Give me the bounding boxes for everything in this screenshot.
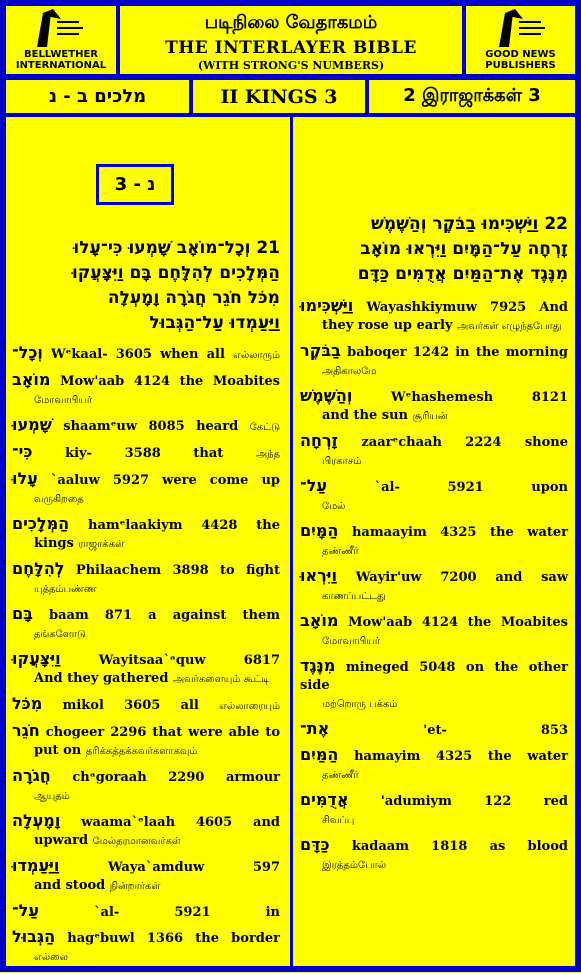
entry-continuation [12, 742, 280, 761]
entry-continuation [12, 832, 280, 851]
word-entry [12, 416, 280, 437]
entry-continuation [300, 407, 568, 426]
entry-line [300, 432, 568, 452]
tamil-gloss: எல்லாரும் [233, 350, 280, 361]
entry-continuation [12, 948, 280, 967]
tamil-gloss: பிரகாசம் [322, 456, 362, 467]
entry-line [12, 812, 280, 832]
transliteration-line: zaarᵉchaah 2224 shone [361, 435, 569, 450]
transliteration-line: Wayir'uw 7200 and saw [355, 570, 569, 585]
transliteration-line: 'et- 853 [423, 723, 568, 738]
entry-continuation [300, 452, 568, 471]
hebrew-word: בַבֹּקֶר [300, 341, 341, 360]
transliteration-line: mikol 3605 all [62, 698, 199, 713]
hebrew-word: עָלוּ [12, 469, 38, 488]
hebrew-word: וְהַשֶּׁמֶשׁ [300, 386, 353, 405]
transliteration-line: waama`ᵉlaah 4605 and [81, 815, 280, 830]
entry-continuation [12, 580, 280, 599]
entry-line [300, 791, 568, 811]
tamil-gloss: அதிகாலமே [322, 366, 377, 377]
hebrew-word: הַמַּיִם [300, 745, 339, 764]
tamil-gloss: கேட்டு [249, 422, 280, 433]
entry-continuation [12, 391, 280, 410]
book-name-tamil: 2 இராஜாக்கள் 3 [366, 77, 578, 116]
entry-line [12, 695, 280, 716]
entry-line [12, 515, 280, 535]
transliteration-line: hagᵉbuwl 1366 the border [67, 931, 281, 946]
word-entry [12, 928, 280, 967]
transliteration-line: `aaluw 5927 were come up [50, 473, 281, 488]
word-entry [300, 567, 568, 606]
tamil-gloss: அந்த [255, 449, 280, 460]
word-entry [12, 650, 280, 689]
title-tamil: படிநிலை வேதாகமம் [204, 12, 378, 33]
entry-continuation [12, 490, 280, 509]
verse-21-hebrew [12, 236, 280, 336]
bellwether-logo-icon [31, 9, 91, 49]
hebrew-word: עַל־ [300, 476, 327, 495]
word-entry [300, 836, 568, 875]
word-entry [12, 470, 280, 509]
word-entry [12, 857, 280, 896]
entry-line [12, 416, 280, 437]
transliteration-line: Wᵉhashemesh 8121 [391, 390, 568, 405]
tamil-gloss: எல்லாரையும் [219, 701, 280, 712]
entry-line [300, 567, 568, 587]
entry-continuation [300, 856, 568, 875]
tamil-gloss: தண்ணீர் [322, 546, 359, 557]
transliteration-line: shaamᵉuw 8085 heard [63, 419, 239, 434]
transliteration-line: baboqer 1242 in the morning [347, 345, 568, 360]
tamil-gloss: தரிக்கத்தக்கவர்களாகவும் [85, 746, 198, 757]
english-gloss: put on [34, 743, 82, 758]
tamil-gloss: மற்றொரு பக்கம் [322, 699, 398, 710]
word-entry [12, 812, 280, 851]
transliteration-line: kadaam 1818 as blood [351, 839, 568, 854]
bellwether-logo-text: BELLWETHER INTERNATIONAL [15, 49, 107, 71]
entry-continuation [300, 695, 568, 714]
word-entry [300, 342, 568, 381]
entry-line [12, 767, 280, 787]
tamil-gloss: எல்லை [34, 952, 68, 963]
entry-line [12, 857, 280, 877]
transliteration-line: kiy- 3588 that [65, 446, 224, 461]
tamil-gloss: ராஜாக்கள் [78, 539, 125, 550]
transliteration-line: chᵃgoraah 2290 armour [72, 770, 280, 785]
book-name-english: II KINGS 3 [190, 77, 368, 116]
entry-line [12, 722, 280, 742]
entry-line [300, 612, 568, 632]
hebrew-word: הַגְּבוּל [12, 927, 56, 946]
entry-line [300, 657, 568, 695]
word-entry [300, 297, 568, 336]
transliteration-line: chogeer 2296 that were able to [45, 725, 280, 740]
verse-line: 21 וְכָל־מוֹאָב שָׁמְעוּ כִּי־עָלוּ [73, 238, 280, 258]
verse-line: 22 וַיַּשְׁכִּימוּ בַבֹּקֶר וְהַשֶּׁמֶשׁ [370, 214, 568, 234]
verse-22-hebrew [300, 212, 568, 287]
entry-line [300, 720, 568, 740]
entry-continuation [300, 362, 568, 381]
transliteration-line: Wayitsaa`ᵃquw 6817 [98, 653, 280, 668]
verse-line: מִכֹּל חֹגֵר חֲגֹרָה וָמָעְלָה [107, 288, 280, 308]
entry-continuation [12, 787, 280, 806]
tamil-gloss: இரத்தம்போல் [322, 860, 387, 871]
entry-continuation [300, 766, 568, 785]
entry-continuation [12, 670, 280, 689]
transliteration-line: `al- 5921 in [94, 905, 280, 920]
entry-continuation [12, 625, 280, 644]
entry-line [12, 560, 280, 580]
title-block [117, 3, 465, 77]
word-entry [12, 722, 280, 761]
transliteration-line: Mow'aab 4124 the Moabites [60, 374, 281, 389]
entry-continuation [12, 535, 280, 554]
transliteration-line: hamᵉlaakiym 4428 the [88, 518, 280, 533]
word-entry [12, 344, 280, 365]
transliteration-line: Waya`amduw 597 [107, 860, 280, 875]
entry-line [300, 342, 568, 362]
entry-line [12, 928, 280, 948]
left-word-list [12, 344, 280, 967]
tamil-gloss: தண்ணீர் [322, 770, 359, 781]
good-news-logo [463, 3, 578, 77]
chapter-label: נ - 3 [96, 164, 174, 205]
transliteration-line: `al- 5921 upon [374, 480, 569, 495]
good-news-logo-icon [491, 9, 551, 49]
hebrew-word: שָׁמְעוּ [12, 415, 52, 434]
entry-continuation [300, 317, 568, 336]
tamil-gloss: நின்றார்கள் [109, 881, 161, 892]
entry-line [300, 522, 568, 542]
tamil-gloss: அவர்களையும் கூட்டி [172, 674, 270, 685]
transliteration-line: Wᵉkaal- 3605 when all [51, 347, 225, 362]
hebrew-word: וַיַּעַמְדוּ [12, 856, 60, 875]
transliteration-line: mineged 5048 on the other side [300, 660, 569, 693]
entry-line [12, 605, 280, 625]
entry-line [300, 387, 568, 407]
word-entry [12, 443, 280, 464]
entry-line [300, 746, 568, 766]
english-gloss: and stood [34, 878, 106, 893]
word-entry [12, 560, 280, 599]
hebrew-word: חֲגֹרָה [12, 766, 51, 785]
transliteration-line: hamaayim 4325 the water [351, 525, 569, 540]
word-entry [300, 720, 568, 740]
entry-continuation [300, 811, 568, 830]
hebrew-word: הַמְּלָכִים [12, 514, 70, 533]
hebrew-word: מוֹאָב [12, 370, 51, 389]
tamil-gloss: அவர்கள் எழுந்தபோது [457, 321, 562, 332]
entry-line [12, 371, 280, 391]
tamil-gloss: காணப்பட்டது [322, 591, 386, 602]
entry-line [300, 477, 568, 497]
hebrew-word: זָרְחָה [300, 431, 339, 450]
word-entry [300, 746, 568, 785]
hebrew-word: מוֹאָב [300, 611, 339, 630]
verse-line: זָרְחָה עַל־הַמָּיִם וַיִּרְאוּ מוֹאָב [360, 239, 568, 259]
right-column [300, 212, 568, 881]
verse-line: וַיַּעַמְדוּ עַל־הַגְּבוּל [149, 313, 280, 333]
hebrew-word: כַּדָּם [300, 835, 330, 854]
verse-line: מִנֶּגֶד אֶת־הַמַּיִם אֲדֻמִּים כַּדָּם [357, 264, 568, 284]
english-gloss: upward [34, 833, 89, 848]
title-subtitle: (WITH STRONG'S NUMBERS) [197, 59, 385, 72]
transliteration-line: baam 871 a against them [49, 608, 280, 623]
word-entry [300, 612, 568, 651]
entry-line [300, 297, 568, 317]
entry-continuation [300, 542, 568, 561]
hebrew-word: בָּם [12, 604, 33, 623]
entry-continuation [300, 587, 568, 606]
tamil-gloss: மேல்தரமானவர்கள் [92, 836, 181, 847]
transliteration-line: Wayashkiymuw 7925 And [366, 300, 568, 315]
tamil-gloss: வருகிறதை [34, 494, 84, 505]
hebrew-word: וַיַּשְׁכִּימוּ [300, 296, 354, 315]
hebrew-word: עַל־ [12, 901, 39, 920]
hebrew-word: וַיִּרְאוּ [300, 566, 337, 585]
transliteration-line: 'adumiym 122 red [380, 794, 568, 809]
english-gloss: kings [34, 536, 74, 551]
entry-line [12, 902, 280, 922]
hebrew-word: הַמָּיִם [300, 521, 339, 540]
good-news-logo-text: GOOD NEWS PUBLISHERS [485, 49, 556, 71]
title-english: THE INTERLAYER BIBLE [165, 38, 417, 58]
english-gloss: and the sun [322, 408, 408, 423]
entry-continuation [300, 632, 568, 651]
word-entry [12, 515, 280, 554]
hebrew-word: וַיִּצָּעֲקוּ [12, 649, 61, 668]
word-entry [12, 767, 280, 806]
entry-continuation [12, 877, 280, 896]
entry-line [300, 836, 568, 856]
verse-line: הַמְּלָכִים לְהִלָּחֶם בָּם וַיִּצָּעֲקוּ [71, 263, 280, 283]
tamil-gloss: மோவாபியர் [34, 395, 93, 406]
transliteration-line: Philaachem 3898 to fight [75, 563, 280, 578]
tamil-gloss: யுத்தம்பண்ண [34, 584, 97, 595]
tamil-gloss: மேல் [322, 501, 346, 512]
tamil-gloss: சிவப்பு [322, 815, 355, 826]
english-gloss: And they gathered [34, 671, 169, 686]
word-entry [300, 791, 568, 830]
hebrew-word: כִּי־ [12, 442, 33, 461]
bellwether-logo [3, 3, 119, 77]
tamil-gloss: மோவாபியர் [322, 636, 381, 647]
entry-line [12, 650, 280, 670]
hebrew-word: מִנֶּגֶד [300, 656, 336, 675]
word-entry [300, 522, 568, 561]
book-name-hebrew: מלכים ב - נ [3, 77, 192, 116]
hebrew-word: מִכֹּל [12, 694, 43, 713]
entry-line [12, 344, 280, 365]
tamil-gloss: தங்களோடு [34, 629, 86, 640]
word-entry [300, 387, 568, 426]
entry-line [12, 443, 280, 464]
hebrew-word: וְכָל־ [12, 343, 43, 362]
tamil-gloss: சூரியன் [412, 411, 448, 422]
tamil-gloss: ஆயுதம் [34, 791, 70, 802]
word-entry [12, 902, 280, 922]
hebrew-word: וָמָעְלָה [12, 811, 61, 830]
hebrew-word: אֲדֻמִּים [300, 790, 349, 809]
right-word-list [300, 297, 568, 875]
transliteration-line: Mow'aab 4124 the Moabites [348, 615, 569, 630]
word-entry [300, 432, 568, 471]
english-gloss: they rose up early [322, 318, 453, 333]
hebrew-word: לְהִלָּחֶם [12, 559, 65, 578]
word-entry [12, 695, 280, 716]
word-entry [12, 371, 280, 410]
word-entry [12, 605, 280, 644]
hebrew-word: אֶת־ [300, 719, 330, 738]
word-entry [300, 657, 568, 714]
word-entry [300, 477, 568, 516]
entry-continuation [300, 497, 568, 516]
transliteration-line: hamayim 4325 the water [354, 749, 568, 764]
hebrew-word: חֹגֵר [12, 721, 40, 740]
left-column [12, 236, 280, 973]
entry-line [12, 470, 280, 490]
